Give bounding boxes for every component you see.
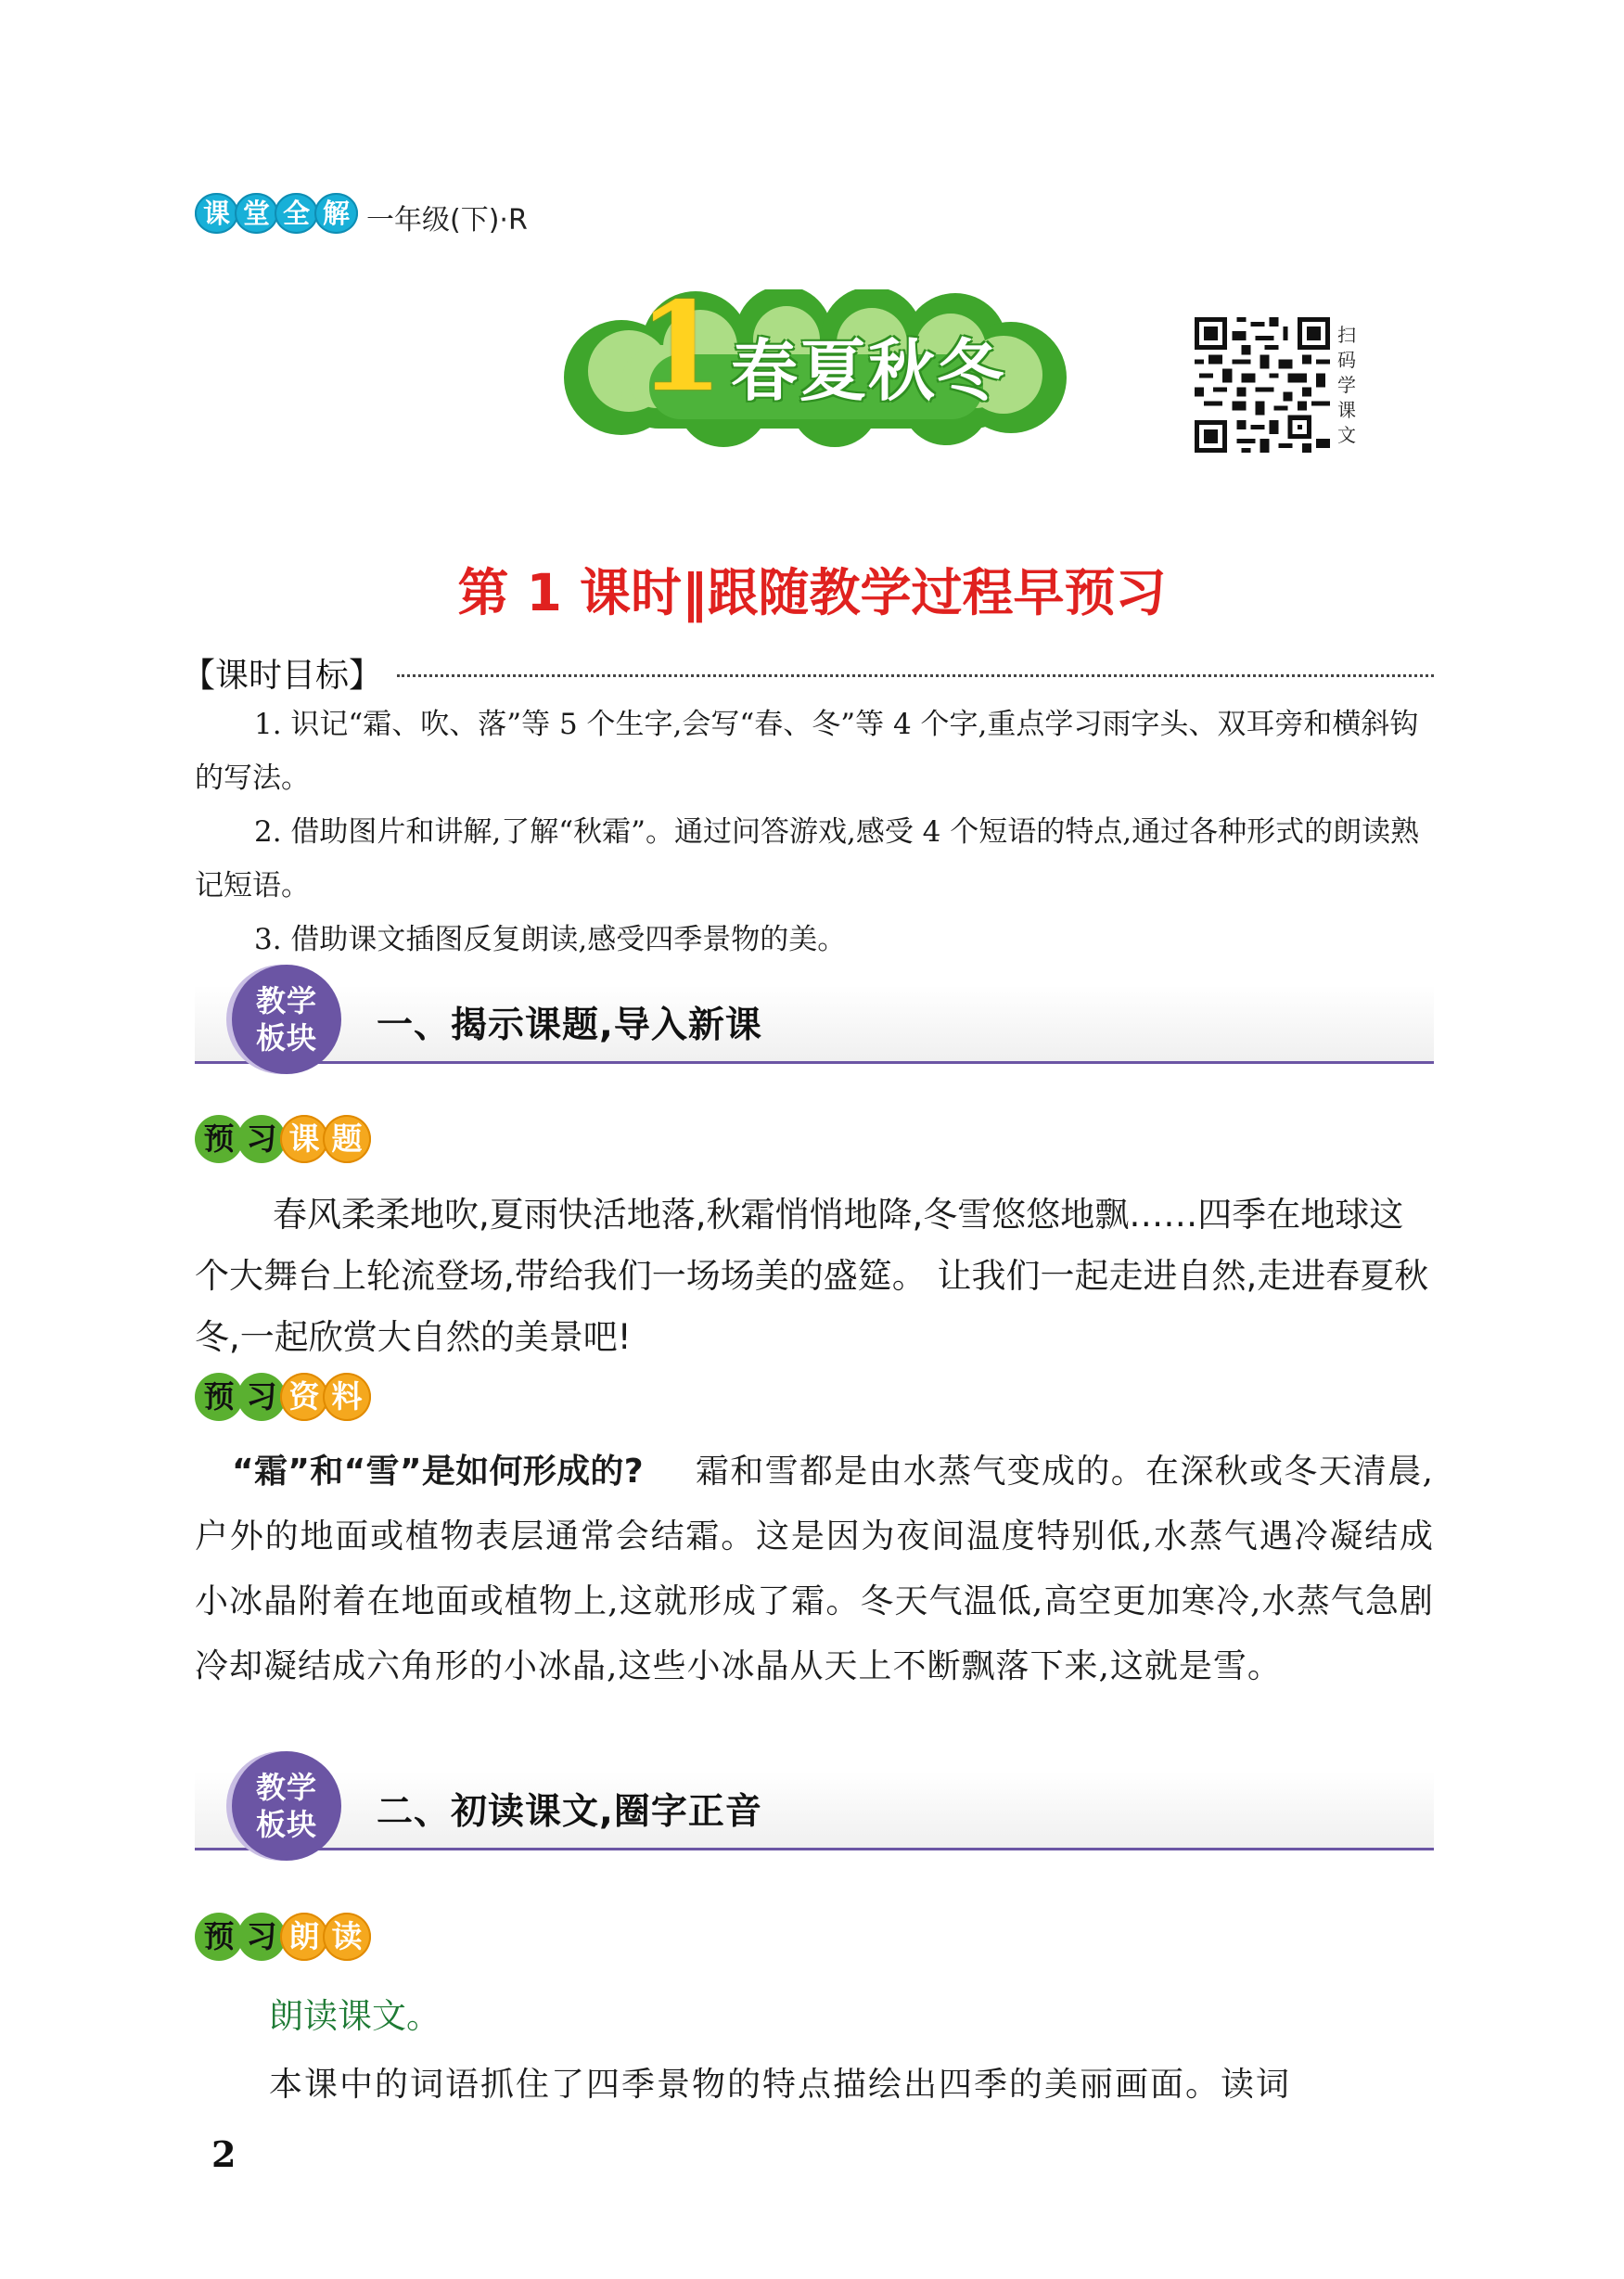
label-char: 预: [195, 1115, 243, 1163]
lesson-number: 1: [638, 275, 723, 419]
label-char: 题: [323, 1115, 371, 1163]
label-char: 课: [280, 1115, 328, 1163]
label-char: 读: [323, 1913, 371, 1961]
paragraph: [195, 1440, 1434, 1699]
teaching-block-badge: [232, 965, 341, 1074]
section-banner: [195, 965, 1434, 1083]
label-char: 预: [195, 1913, 243, 1961]
badge-label: 教学板块: [255, 1770, 317, 1842]
section-title: 一、揭示课题,导入新课: [377, 1005, 762, 1046]
section-banner: [195, 1751, 1434, 1870]
label-char: 料: [323, 1373, 371, 1421]
teaching-block-badge: [232, 1751, 341, 1861]
objective-item: 1. 识记“霜、吹、落”等 5 个生字,会写“春、冬”等 4 个字,重点学习雨字头、双耳旁和横斜钩的写法。: [195, 708, 1419, 795]
dotted-leader-divider: [397, 674, 1434, 677]
label-char: 习: [237, 1115, 286, 1163]
reading-text: 本课中的词语抓住了四季景物的特点描绘出四季的美丽画面。读词: [269, 2066, 1292, 2104]
material-answer: 霜和雪都是由水蒸气变成的。在深秋或冬天清晨,户外的地面或植物表层通常会结霜。这是因为夜间温度特别低,水蒸气遇冷凝结成小冰晶附着在地面或植物上,这就形成了霜。冬天气温低,高空更加寒冷,水蒸气急剧冷却凝结成六角形的小冰晶,这些小冰晶从天上不断飘落下来,这就是雪。: [195, 1453, 1434, 1685]
preview-material-label: [195, 1371, 365, 1423]
objective-item: 3. 借助课文插图反复朗读,感受四季景物的美。: [254, 923, 847, 956]
series-logo-char: 全: [275, 193, 318, 234]
objectives-heading: 【课时目标】: [182, 657, 383, 695]
label-char: 习: [237, 1373, 286, 1421]
series-logo: [195, 192, 354, 235]
preview-topic-text: [195, 1184, 1434, 1368]
label-char: 预: [195, 1373, 243, 1421]
preview-reading-label: [195, 1911, 365, 1963]
label-char: 资: [280, 1373, 328, 1421]
reading-instruction: 朗读课文。: [269, 1996, 441, 2036]
lesson-title: 春夏秋冬: [731, 331, 1006, 410]
label-char: 朗: [280, 1913, 328, 1961]
preview-topic-label: [195, 1113, 365, 1165]
page-number: 2: [211, 2133, 237, 2175]
qr-label: 扫码学课文: [1337, 324, 1356, 446]
objective-item: 2. 借助图片和讲解,了解“秋霜”。通过问答游戏,感受 4 个短语的特点,通过各种形式的朗读熟记短语。: [195, 815, 1420, 903]
objectives-list: [195, 698, 1434, 967]
paragraph: 春风柔柔地吹,夏雨快活地落,秋霜悄悄地降,冬雪悠悠地飘……四季在地球这个大舞台上轮流登场,带给我们一场场美的盛筵。 让我们一起走进自然,走进春夏秋冬,一起欣赏大自然的美景吧!: [195, 1195, 1429, 1357]
label-char: 习: [237, 1913, 286, 1961]
grade-label: 一年级(下)·R: [366, 204, 528, 237]
qr-code-icon[interactable]: [1195, 317, 1330, 453]
section-title: 二、初读课文,圈字正音: [377, 1791, 762, 1833]
preview-material-text: [195, 1440, 1434, 1699]
series-logo-char: 堂: [235, 193, 278, 234]
session-title: 第 1 课时‖跟随教学过程早预习: [457, 563, 1167, 622]
badge-label: 教学板块: [255, 983, 317, 1056]
material-question: “霜”和“雪”是如何形成的?: [232, 1453, 644, 1491]
series-logo-char: 解: [314, 193, 358, 234]
series-logo-char: 课: [195, 193, 238, 234]
